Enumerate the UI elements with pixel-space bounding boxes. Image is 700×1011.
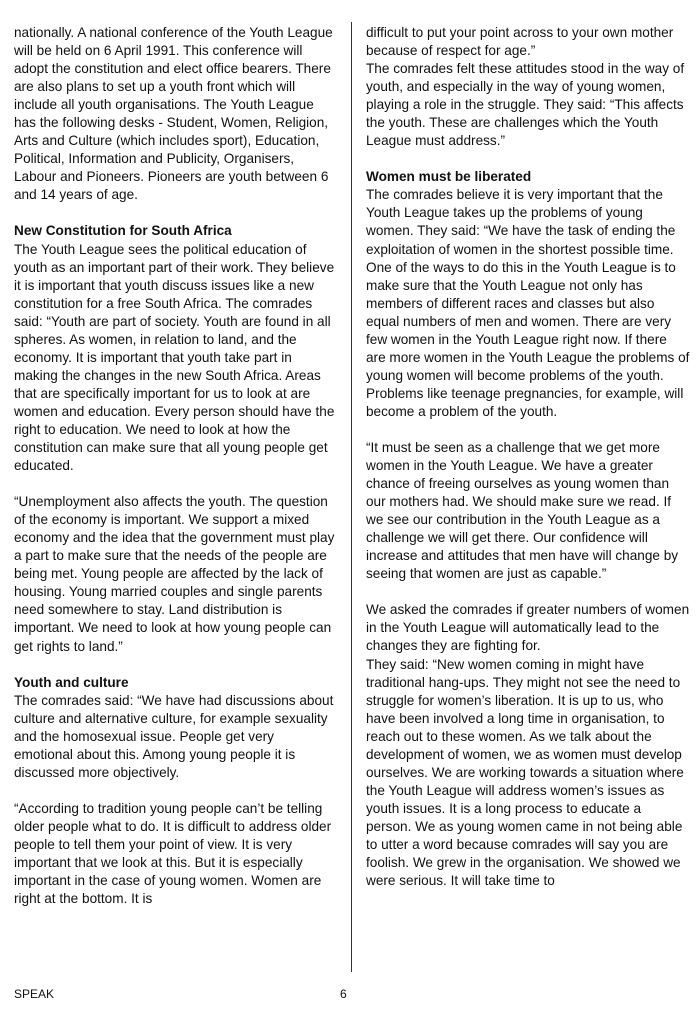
paragraph: “It must be seen as a challenge that we get more women in the Youth League. We have a greater chance of freeing ourselves as young women than our mothers had. We should make sure we read. If we see our contribution in the Youth League as a challenge we will get there. Our confidence will increase and attitudes that men have will change by seeing that women are just as capable.”	[366, 439, 679, 582]
paragraph: The comrades said: “We have had discussions about culture and alternative culture, for example sexuality and the homosexual issue. People get very emotional about this. Among young people it is discussed more objectively.	[14, 692, 334, 780]
paragraph: The comrades believe it is very important that the Youth League takes up the problems of young women. They said: “We have the task of ending the exploitation of women in the shortest possible time. One of the ways to do this in the Youth League is to make sure that the Youth League not only has members of different races and classes but also equal numbers of men and women. There are very few women in the Youth League right now. If there are more women in the Youth League the problems of young women will become problems of the youth. Problems like teenage pregnancies, for example, will become a problem of the youth.	[366, 187, 690, 419]
column-divider	[351, 22, 352, 972]
paragraph: difficult to put your point across to your own mother because of respect for age.”	[366, 25, 674, 59]
paragraph: “Unemployment also affects the youth. The question of the economy is important. We support a mixed economy and the idea that the government must play a part to make sure that the needs of the people are being met. Young people are affected by the lack of housing. Young married couples and single parents need somewhere to stay. Land distribution is important. We need to look at how young people can get rights to land.”	[14, 494, 335, 654]
section-heading: New Constitution for South Africa	[14, 223, 232, 239]
page-number: 6	[340, 987, 347, 1001]
paragraph: “According to tradition young people can’t be telling older people what to do. It is difficult to address older people to tell them your point of view. It is very important that we look at this. But it is especially important in the case of young women. Women are right at the bottom. It is	[14, 800, 332, 907]
paragraph: The comrades felt these attitudes stood in the way of youth, and especially in the way of young women, playing a role in the struggle. They said: “This affects the youth. These are challenges which the Youth League must address.”	[366, 61, 685, 149]
right-column	[366, 24, 690, 890]
paragraph: nationally. A national conference of the Youth League will be held on 6 April 1991. This conference will adopt the constitution and elect office bearers. There are also plans to set up a youth front which will include all youth organisations. The Youth League has the following desks - Student, Women, Religion, Arts and Culture (which includes sport), Education, Political, Information and Publicity, Organisers, Labour and Pioneers. Pioneers are youth between 6 and 14 years of age.	[14, 25, 333, 203]
paragraph: The Youth League sees the political education of youth as an important part of their work. They believe it is important that youth discuss issues like a new constitution for a free South Africa. The comrades said: “Youth are part of society. Youth are found in all spheres. As women, in relation to land, and the economy. It is important that youth take part in making the changes in the new South Africa. Areas that are specifically important for us to look at are women and education. Every person should have the right to education. We need to look at how the constitution can make sure that all young people get educated.	[14, 241, 335, 474]
left-column	[14, 24, 336, 908]
publication-name: SPEAK	[14, 987, 55, 1001]
paragraph: We asked the comrades if greater numbers of women in the Youth League will automatically lead to the changes they are fighting for.	[366, 602, 690, 654]
paragraph: They said: “New women coming in might have traditional hang-ups. They might not see the need to struggle for women’s liberation. It is up to us, who have been involved a long time in organisation, to reach out to these women. As we talk about the development of women, we as women must develop ourselves. We are working towards a situation where the Youth League will address women’s issues as youth issues. It is a long process to educate a person. We as young women came in not being able to utter a word because comrades will say you are foolish. We grew in the organisation. We showed we were serious. It will take time to	[366, 656, 684, 889]
section-heading: Youth and culture	[14, 674, 129, 690]
section-heading: Women must be liberated	[366, 169, 532, 185]
